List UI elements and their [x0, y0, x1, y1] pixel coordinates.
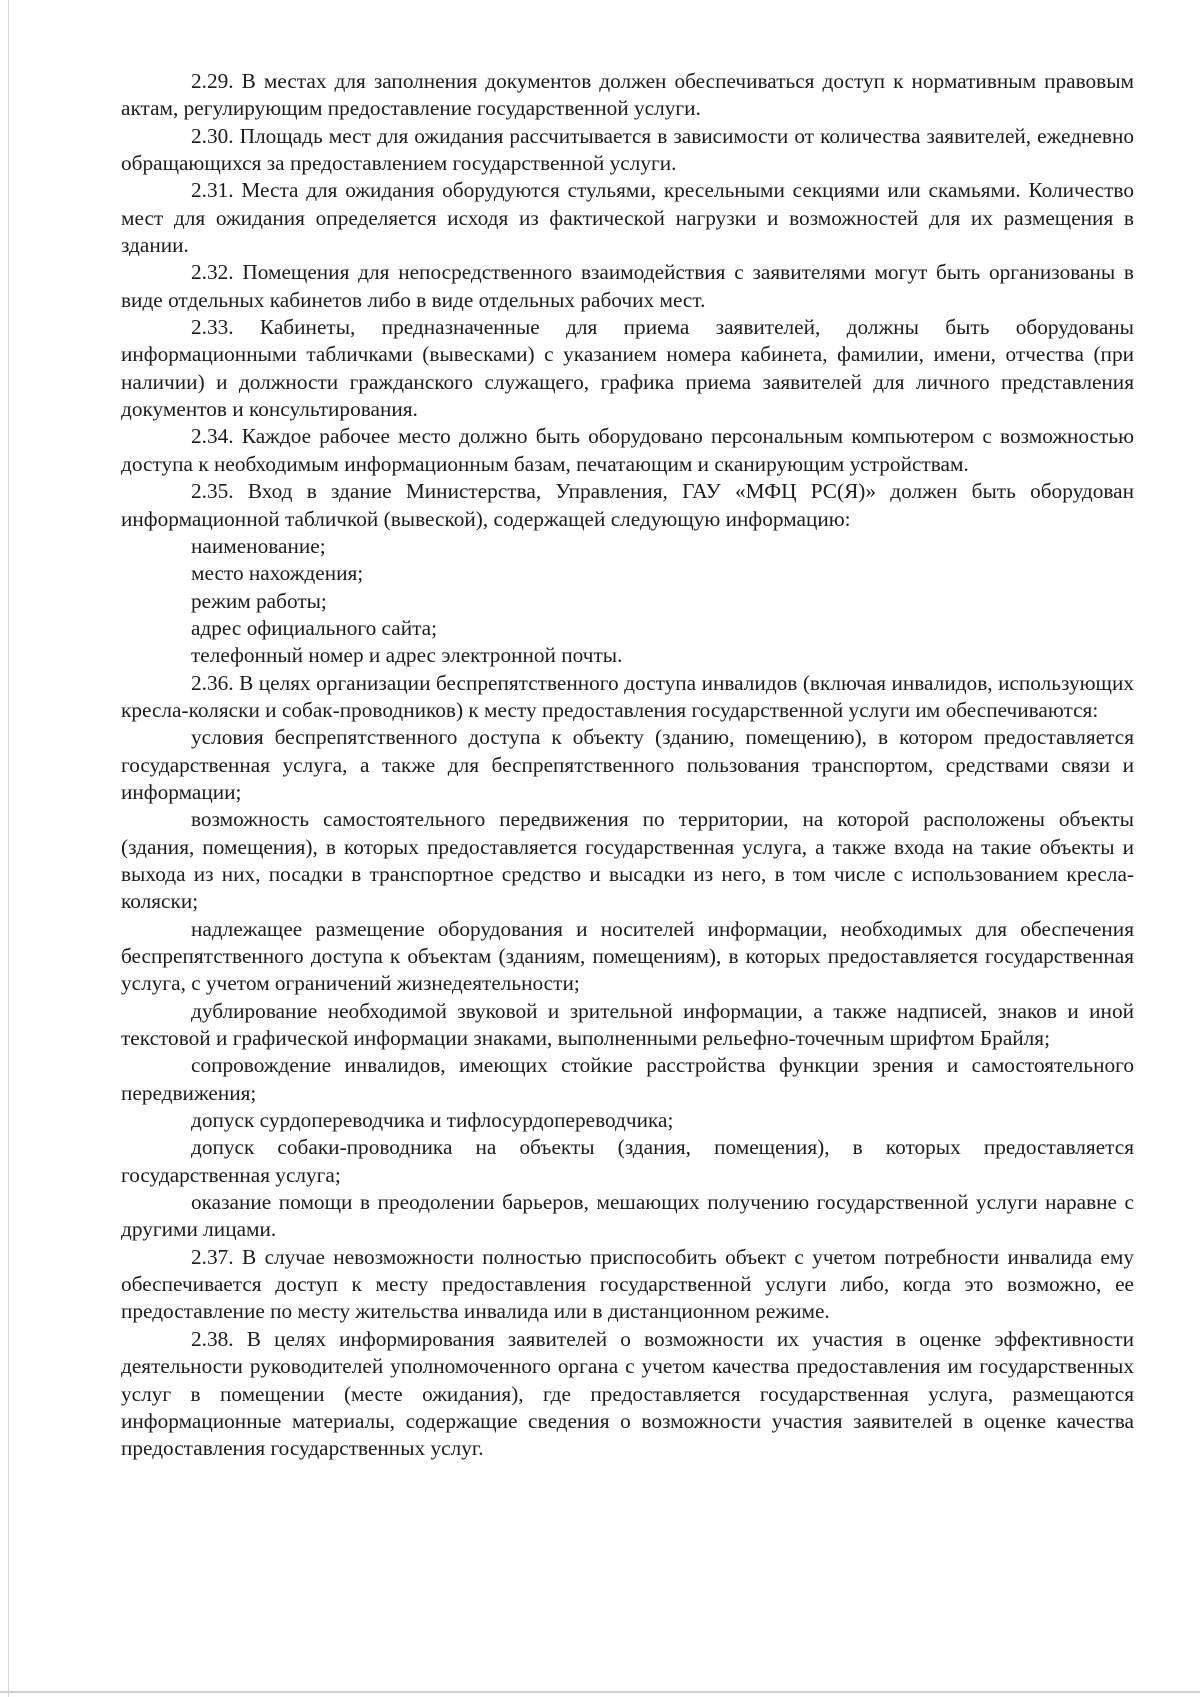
list-item-sign-interpreter: допуск сурдопереводчика и тифлосурдопереводчика; [191, 1108, 674, 1133]
list-item-location: место нахождения; [191, 561, 364, 586]
paragraph-2-32: 2.32. Помещения для непосредственного взаимодействия с заявителями могут быть организованы в виде отдельных кабинетов либо в виде отдельных рабочих мест. [121, 260, 1134, 312]
list-item-escort: сопровождение инвалидов, имеющих стойкие расстройства функции зрения и самостоятельного передвижения; [121, 1053, 1134, 1105]
paragraph-2-30: 2.30. Площадь мест для ожидания рассчитывается в зависимости от количества заявителей, ежедневно обращающихся за предоставлением государственной услуги. [121, 123, 1134, 176]
list-item-contacts: телефонный номер и адрес электронной почты. [191, 643, 623, 668]
scan-bottom-edge [0, 1691, 1200, 1693]
list-item-independent-movement: возможность самостоятельного передвижения по территории, на которой расположены объекты (здания, помещения), в которых предоставляется государственная услуга, а также входа на такие объекты и выхода из них, посадки в транспортное средство и высадки из него, в том числе с использованием кресла-коляски; [121, 807, 1134, 914]
paragraph-2-36: 2.36. В целях организации беспрепятственного доступа инвалидов (включая инвалидов, использующих кресла-коляски и собак-проводников) к месту предоставления государственной услуги им обеспечиваются: [121, 670, 1134, 722]
list-item-barrier-assistance: оказание помощи в преодолении барьеров, мешающих получению государственной услуги наравне с другими лицами. [121, 1190, 1134, 1242]
list-item-equipment-placement: надлежащее размещение оборудования и носителей информации, необходимых для обеспечения беспрепятственного доступа к объектам (зданиям, помещениям), в которых предоставляется государственная услуга, с учетом ограничений жизнедеятельности; [121, 916, 1134, 996]
paragraph-2-37: 2.37. В случае невозможности полностью приспособить объект с учетом потребности инвалида ему обеспечивается доступ к месту предоставления государственной услуги либо, когда это возможно, ее предоставление по месту жительства инвалида или в дистанционном режиме. [121, 1244, 1134, 1324]
paragraph-2-38: 2.38. В целях информирования заявителей о возможности их участия в оценке эффективности деятельности руководителей уполномоченного органа с учетом качества предоставления им государственных услуг в помещении (месте ожидания), где предоставляется государственная услуга, размещаются информационные материалы, содержащие сведения о возможности участия заявителей в оценке качества предоставления государственных услуг. [121, 1326, 1134, 1461]
list-item-schedule: режим работы; [191, 588, 327, 613]
list-item-website: адрес официального сайта; [191, 615, 438, 640]
paragraph-2-34: 2.34. Каждое рабочее место должно быть оборудовано персональным компьютером с возможностью доступа к необходимым информационным базам, печатающим и сканирующим устройствам. [121, 424, 1134, 476]
paragraph-2-35: 2.35. Вход в здание Министерства, Управления, ГАУ «МФЦ РС(Я)» должен быть оборудован информационной табличкой (вывеской), содержащей следующую информацию: [121, 479, 1134, 531]
list-item-name: наименование; [191, 533, 326, 558]
document-body [121, 68, 1134, 1463]
list-item-access-conditions: условия беспрепятственного доступа к объекту (зданию, помещению), в котором предоставляется государственная услуга, а также для беспрепятственного пользования транспортом, средствами связи и информации; [121, 725, 1134, 804]
paragraph-2-31: 2.31. Места для ожидания оборудуются стульями, кресельными секциями или скамьями. Количество мест для ожидания определяется исходя из фактической нагрузки и возможностей для их размещения в здании. [121, 178, 1134, 258]
paragraph-2-29: 2.29. В местах для заполнения документов должен обеспечиваться доступ к нормативным правовым актам, регулирующим предоставление государственной услуги. [121, 69, 1134, 121]
list-item-braille-duplication: дублирование необходимой звуковой и зрительной информации, а также надписей, знаков и иной текстовой и графической информации знаками, выполненными рельефно-точечным шрифтом Брайля; [121, 998, 1134, 1051]
paragraph-2-33: 2.33. Кабинеты, предназначенные для приема заявителей, должны быть оборудованы информационными табличками (вывесками) с указанием номера кабинета, фамилии, имени, отчества (при наличии) и должности гражданского служащего, графика приема заявителей для личного представления документов и консультирования. [121, 315, 1134, 422]
scan-left-edge [8, 0, 9, 1697]
list-item-guide-dog: допуск собаки-проводника на объекты (здания, помещения), в которых предоставляется государственная услуга; [121, 1135, 1134, 1187]
